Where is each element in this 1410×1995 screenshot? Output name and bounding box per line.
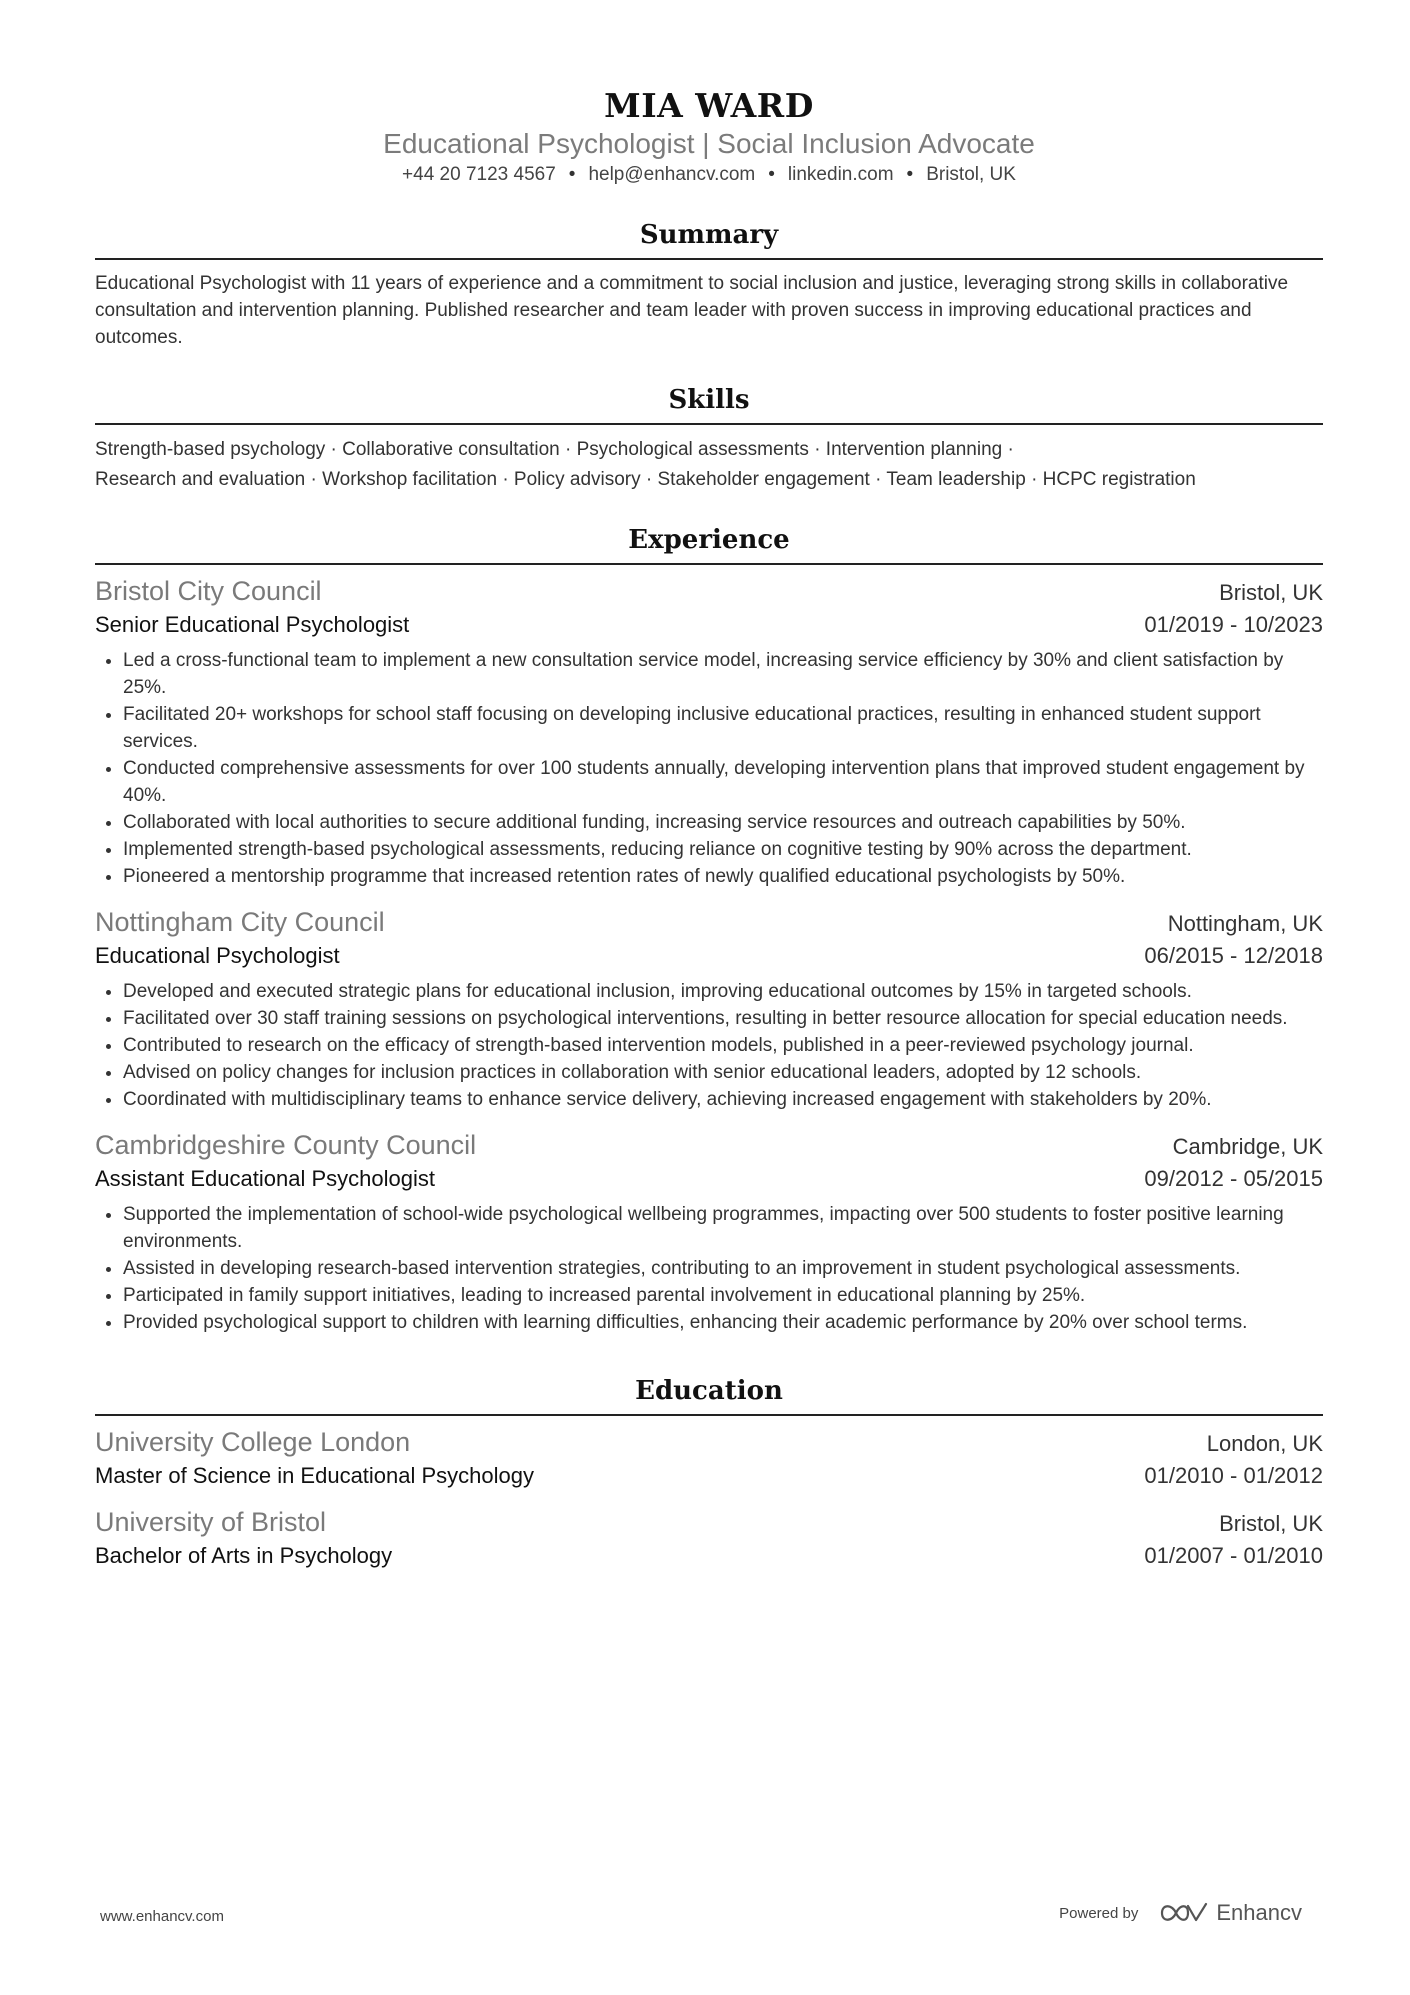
education-entry	[95, 1424, 1323, 1492]
achievement-list	[95, 647, 1323, 890]
bullet-separator: •	[568, 164, 576, 185]
achievement-item: • Conducted comprehensive assessments for over 100 students annually, developing intervention plans that improved student engagement by 40%.	[123, 755, 1323, 809]
powered-by-badge[interactable]	[1059, 1900, 1302, 1926]
job-title: Assistant Educational Psychologist	[95, 1166, 435, 1191]
experience-heading: Experience	[628, 525, 790, 555]
experience-entry	[95, 904, 1323, 1113]
education-heading: Education	[635, 1376, 783, 1406]
employer-name: Nottingham City Council	[95, 907, 385, 937]
powered-by-label: Powered by	[1059, 1904, 1139, 1922]
section-divider	[95, 258, 1323, 260]
skills-line-1: Strength-based psychology · Collaborative consultation · Psychological assessments · Intervention planning ·	[95, 439, 1014, 460]
school-location: London, UK	[1206, 1431, 1323, 1456]
resume-header	[95, 80, 1323, 188]
bullet-separator: •	[906, 164, 914, 185]
candidate-title: Educational Psychologist | Social Inclusion Advocate	[383, 128, 1035, 159]
location-text: Bristol, UK	[926, 164, 1016, 185]
achievement-item: • Supported the implementation of school-wide psychological wellbeing programmes, impacting over 500 students to foster positive learning environments.	[123, 1201, 1323, 1255]
employer-name: Bristol City Council	[95, 576, 322, 606]
job-location: Bristol, UK	[1219, 580, 1323, 605]
employer-name: Cambridgeshire County Council	[95, 1130, 477, 1160]
job-location: Cambridge, UK	[1172, 1134, 1323, 1159]
achievement-item: • Contributed to research on the efficacy of strength-based intervention models, published in a peer-reviewed psychology journal.	[123, 1032, 1323, 1059]
resume-page	[95, 80, 1323, 1572]
degree-name: Master of Science in Educational Psychology	[95, 1463, 535, 1488]
achievement-list	[95, 1201, 1323, 1336]
summary-heading: Summary	[639, 220, 779, 250]
school-name: University College London	[95, 1427, 411, 1457]
achievement-item: • Developed and executed strategic plans for educational inclusion, improving educational outcomes by 15% in targeted schools.	[123, 978, 1323, 1005]
education-section	[95, 1372, 1323, 1572]
school-name: University of Bristol	[95, 1507, 327, 1537]
bullet-separator: •	[768, 164, 775, 185]
summary-text: Educational Psychologist with 11 years of experience and a commitment to social inclusion and justice, leveraging strong skills in collaborative consultation and intervention planning. Published researcher and team leader with proven success in improving educational practices and outcomes.	[95, 273, 1289, 348]
achievement-item: • Implemented strength-based psychological assessments, reducing reliance on cognitive testing by 90% across the department.	[123, 836, 1323, 863]
achievement-item: • Advised on policy changes for inclusion practices in collaboration with senior educational leaders, adopted by 12 schools.	[123, 1059, 1323, 1086]
achievement-item: • Assisted in developing research-based intervention strategies, contributing to an improvement in student psychological assessments.	[123, 1255, 1323, 1282]
skills-section	[95, 381, 1323, 495]
achievement-item: • Collaborated with local authorities to secure additional funding, increasing service resources and outreach capabilities by 50%.	[123, 809, 1323, 836]
job-location: Nottingham, UK	[1167, 911, 1323, 936]
achievement-item: • Facilitated over 30 staff training sessions on psychological interventions, resulting in better resource allocation for special education needs.	[123, 1005, 1323, 1032]
section-divider	[95, 563, 1323, 565]
achievement-item: • Led a cross-functional team to implement a new consultation service model, increasing service efficiency by 30% and client satisfaction by 25%.	[123, 647, 1323, 701]
school-location: Bristol, UK	[1219, 1511, 1323, 1536]
brand-wordmark: Enhancv	[1216, 1900, 1302, 1925]
achievement-list	[95, 978, 1323, 1113]
experience-entry	[95, 573, 1323, 890]
job-dates: 06/2015 - 12/2018	[1144, 943, 1323, 968]
phone-number: +44 20 7123 4567	[402, 164, 556, 185]
linkedin-link[interactable]: linkedin.com	[787, 164, 894, 185]
experience-entry	[95, 1127, 1323, 1336]
job-title: Senior Educational Psychologist	[95, 612, 410, 637]
achievement-item: • Participated in family support initiatives, leading to increased parental involvement in educational planning by 25%.	[123, 1282, 1323, 1309]
summary-section	[95, 216, 1323, 351]
candidate-name: MIA WARD	[604, 86, 814, 125]
achievement-item: • Coordinated with multidisciplinary teams to enhance service delivery, achieving increased engagement with stakeholders by 20%.	[123, 1086, 1323, 1113]
enhancv-logo-icon	[1160, 1900, 1208, 1926]
enhancv-logo	[1160, 1900, 1302, 1926]
experience-section	[95, 521, 1323, 1336]
job-dates: 09/2012 - 05/2015	[1144, 1166, 1323, 1191]
achievement-item: • Provided psychological support to children with learning difficulties, enhancing their academic performance by 20% over school terms.	[123, 1309, 1323, 1336]
achievement-item: • Pioneered a mentorship programme that increased retention rates of newly qualified educational psychologists by 50%.	[123, 863, 1323, 890]
job-title: Educational Psychologist	[95, 943, 340, 968]
contact-line	[95, 162, 1323, 188]
study-dates: 01/2007 - 01/2010	[1144, 1543, 1323, 1568]
degree-name: Bachelor of Arts in Psychology	[95, 1543, 393, 1568]
achievement-item: • Facilitated 20+ workshops for school staff focusing on developing inclusive educational practices, resulting in enhanced student support services.	[123, 701, 1323, 755]
job-dates: 01/2019 - 10/2023	[1144, 612, 1323, 637]
section-divider	[95, 423, 1323, 425]
skills-line-2: Research and evaluation · Workshop facilitation · Policy advisory · Stakeholder engagement · Team leadership · HCPC registration	[95, 469, 1196, 490]
education-entry	[95, 1504, 1323, 1572]
website-link[interactable]: www.enhancv.com	[100, 1908, 224, 1925]
email-link[interactable]: help@enhancv.com	[588, 164, 756, 185]
section-divider	[95, 1414, 1323, 1416]
study-dates: 01/2010 - 01/2012	[1144, 1463, 1323, 1488]
skills-heading: Skills	[668, 385, 750, 415]
